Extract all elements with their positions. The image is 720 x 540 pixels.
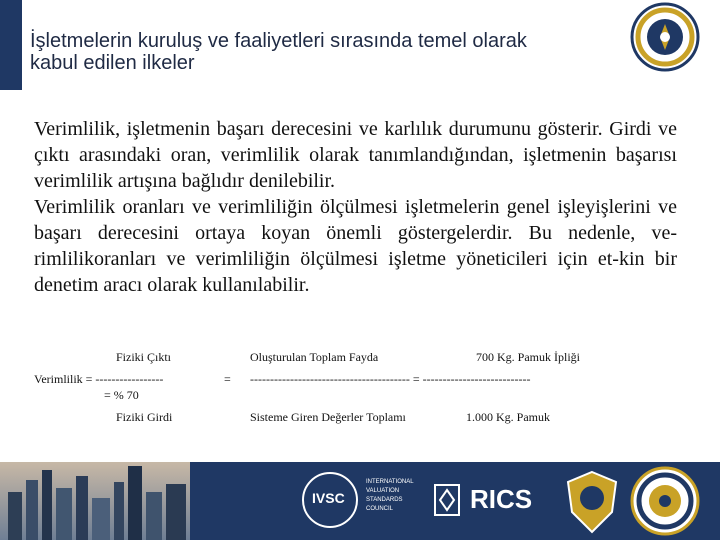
footer-banner (0, 462, 720, 540)
slide-title-line-2: kabul edilen ilkeler (30, 52, 195, 74)
rics-emblem-icon (432, 482, 462, 518)
body-paragraph-1: Verimlilik, işletmenin başarı derecesini ve karlılık durumunu gösterir. Girdi ve çıktı arasındaki oran, verimlilik olarak tanımlandığından, işletmenin başarısı verimlilik artışına bağlıdır denilebilir. (34, 118, 677, 192)
formula-equals-mid: = (224, 372, 231, 386)
city-skyline-image (0, 462, 190, 540)
shield-logo-icon (562, 468, 622, 534)
ivsc-caption-line-3: STANDARDS (366, 497, 403, 503)
body-paragraph-2: Verimlilik oranları ve verimliliğin ölçülmesi işletmelerin genel işleyişlerini ve başarı derecesini ortaya koyan önemli göstergelerdir. Bu nedenle, ve-rimlilikoranları ve verimliliğin ölçülmesi işletme yöneticileri için et-kin bir denetim aracı olarak kullanılabilir. (34, 196, 677, 296)
partner-logos (300, 462, 720, 540)
formula-verimlilik-equals: Verimlilik = ----------------- (34, 372, 164, 386)
university-seal-icon (630, 2, 700, 72)
formula-fiziki-girdi: Fiziki Girdi (116, 410, 173, 424)
ivsc-caption-line-2: VALUATION (366, 488, 400, 494)
university-seal-footer-icon (630, 466, 700, 536)
ivsc-caption (366, 478, 414, 514)
formula-pamuk: 1.000 Kg. Pamuk (466, 410, 550, 424)
slide-title (30, 30, 650, 74)
ivsc-caption-line-4: COUNCIL (366, 506, 394, 512)
slide-title-line-1: İşletmelerin kuruluş ve faaliyetleri sırasında temel olarak (30, 30, 527, 52)
ivsc-caption-line-1: INTERNATIONAL (366, 479, 414, 485)
formula-percent: = % 70 (104, 388, 139, 402)
rics-logo-text: RICS (470, 484, 533, 514)
productivity-formula (34, 350, 694, 430)
formula-dash-line: ---------------------------------------- = --------------------------- (250, 372, 531, 386)
body-text (34, 116, 677, 298)
formula-sisteme-giren: Sisteme Giren Değerler Toplamı (250, 410, 406, 424)
title-accent-bar (0, 0, 22, 90)
formula-olusturulan-fayda: Oluşturulan Toplam Fayda (250, 350, 379, 364)
formula-fiziki-cikti: Fiziki Çıktı (116, 350, 172, 364)
ivsc-logo-text: IVSC (312, 490, 345, 506)
formula-pamuk-ipligi: 700 Kg. Pamuk İpliği (476, 350, 580, 364)
